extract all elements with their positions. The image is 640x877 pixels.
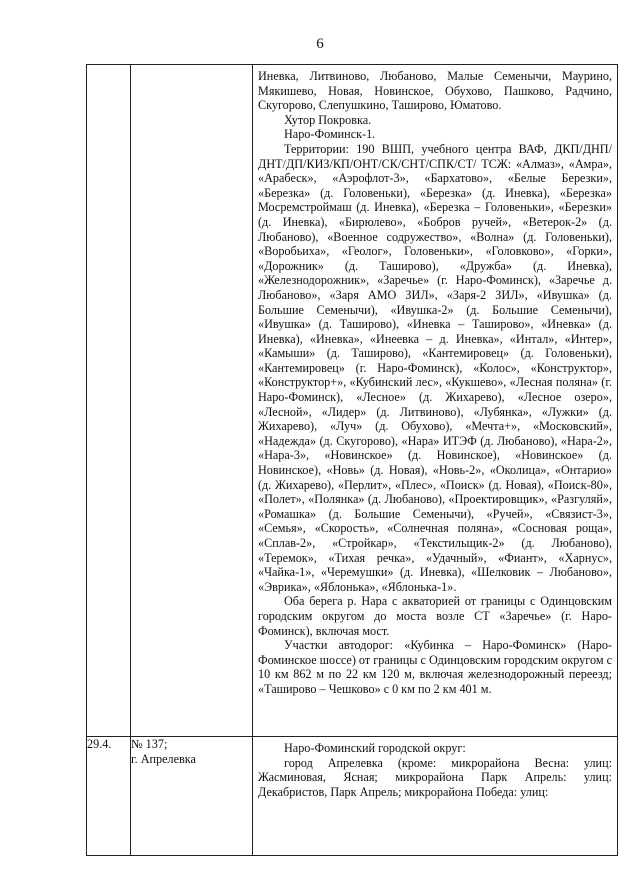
table-row	[87, 737, 618, 856]
row-number-cell	[87, 65, 131, 737]
page-number: 6	[316, 36, 324, 52]
description-paragraph: Хутор Покровка.	[284, 112, 372, 127]
description-paragraph: город Апрелевка (кроме: микрорайона Весна: улиц: Жасминовая, Ясная; микрорайона Парк Апрель: улиц: Декабристов, Парк Апрель; микрорайона Победа: улиц:	[258, 755, 612, 799]
description-paragraph: Участки автодорог: «Кубинка – Наро-Фоминск» (Наро-Фоминское шоссе) от границы с Одинцовским городским округом с 10 км 862 м по 22 км 120 м, включая железнодорожный переезд; «Таширово – Чешково» с 0 км по 2 км 401 м.	[258, 638, 612, 696]
row-number-cell	[87, 737, 131, 856]
district-name-cell	[131, 737, 253, 856]
district-center: г. Апрелевка	[131, 751, 196, 766]
description-paragraph: Территории: 190 ВШП, учебного центра ВАФ, ДКП/ДНП/ДНТ/ДП/КИЗ/КП/ОНТ/СК/СНТ/СПК/СТ/ ТСЖ: «Алмаз», «Амра», «Арабеск», «Аэрофлот-3», «Бархатово», «Белые Березки», «Березка» (д. Головеньки), «Березка» (д. Иневка), «Березка» Мосремстроймаш (д. Иневка), «Березка – Головеньки», «Березки» (д. Иневка), «Бирюлево», «Бобров ручей», «Ветерок-2» (д. Любаново), «Военное содружество», «Волна» (д. Головеньки), «Воробьиха», «Геолог», Головеньки», «Головково», «Горки», «Дорожник» (д. Таширово), «Дружба» (д. Иневка), «Железнодорожник», «Заречье» (г. Наро-Фоминск), «Заречье д. Любаново», «Заря АМО ЗИЛ», «Заря-2 ЗИЛ», «Ивушка» (д. Большие Семенычи), «Ивушка-2» (д. Большие Семенычи), «Ивушка» (д. Таширово), «Иневка – Таширово», «Иневка» (д. Иневка), «Иневка», «Инеевка – д. Иневка», «Интал», «Интер», «Камыши» (д. Таширово), «Кантемировец» (д. Головеньки), «Кантемировец» (г. Наро-Фоминск), «Колос», «Конструктор», «Конструктор+», «Кубинский лес», «Кукшево», «Лесная поляна» (г. Наро-Фоминск), «Лесное» (д. Жихарево), «Лесное озеро», «Лесной», «Лидер» (д. Литвиново), «Лубянка», «Лужки» (д. Жихарево), «Луч» (д. Обухово), «Мечта+», «Московский», «Надежда» (д. Скугорово), «Нара» ИТЭФ (д. Любаново), «Нара-2», «Нара-3», «Новинское» (д. Новинское), «Новинское» (д. Новинское), «Новь» (д. Новая), «Новь-2», «Околица», «Онтарио» (д. Жихарево), «Перлит», «Плес», «Поиск» (д. Новая), «Поиск-80», «Полет», «Полянка» (д. Любаново), «Проектировщик», «Разгуляй», «Ромашка» (д. Большие Семенычи), «Ручей», «Связист-3», «Семья», «Скорость», «Солнечная поляна», «Сосновая роща», «Сплав-2», «Стройкар», «Текстильщик-2» (д. Любаново), «Теремок», «Тихая речка», «Удачный», «Фиант», «Харнус», «Чайка-1», «Черемушки» (д. Иневка), «Шелковик – Любаново», «Эврика», «Яблонька», «Яблонька-1».	[258, 141, 612, 594]
district-description-cell	[253, 65, 618, 737]
description-paragraph: Иневка, Литвиново, Любаново, Малые Семенычи, Маурино, Мякишево, Новая, Новинское, Обухово, Пашково, Радчино, Скугорово, Слепушкино, Таширово, Юматово.	[258, 69, 612, 113]
description-paragraph: Оба берега р. Нара с акваторией от границы с Одинцовским городским округом до моста возле СТ «Заречье» (г. Наро-Фоминск), включая мост.	[258, 594, 612, 638]
district-name-cell	[131, 65, 253, 737]
district-number: № 137;	[131, 737, 168, 751]
table-row	[87, 65, 618, 737]
district-description-cell	[253, 737, 618, 856]
district-table	[86, 64, 618, 856]
row-number: 29.4.	[87, 737, 112, 751]
description-paragraph: Наро-Фоминск-1.	[284, 127, 376, 142]
description-paragraph: Наро-Фоминский городской округ:	[284, 741, 466, 755]
